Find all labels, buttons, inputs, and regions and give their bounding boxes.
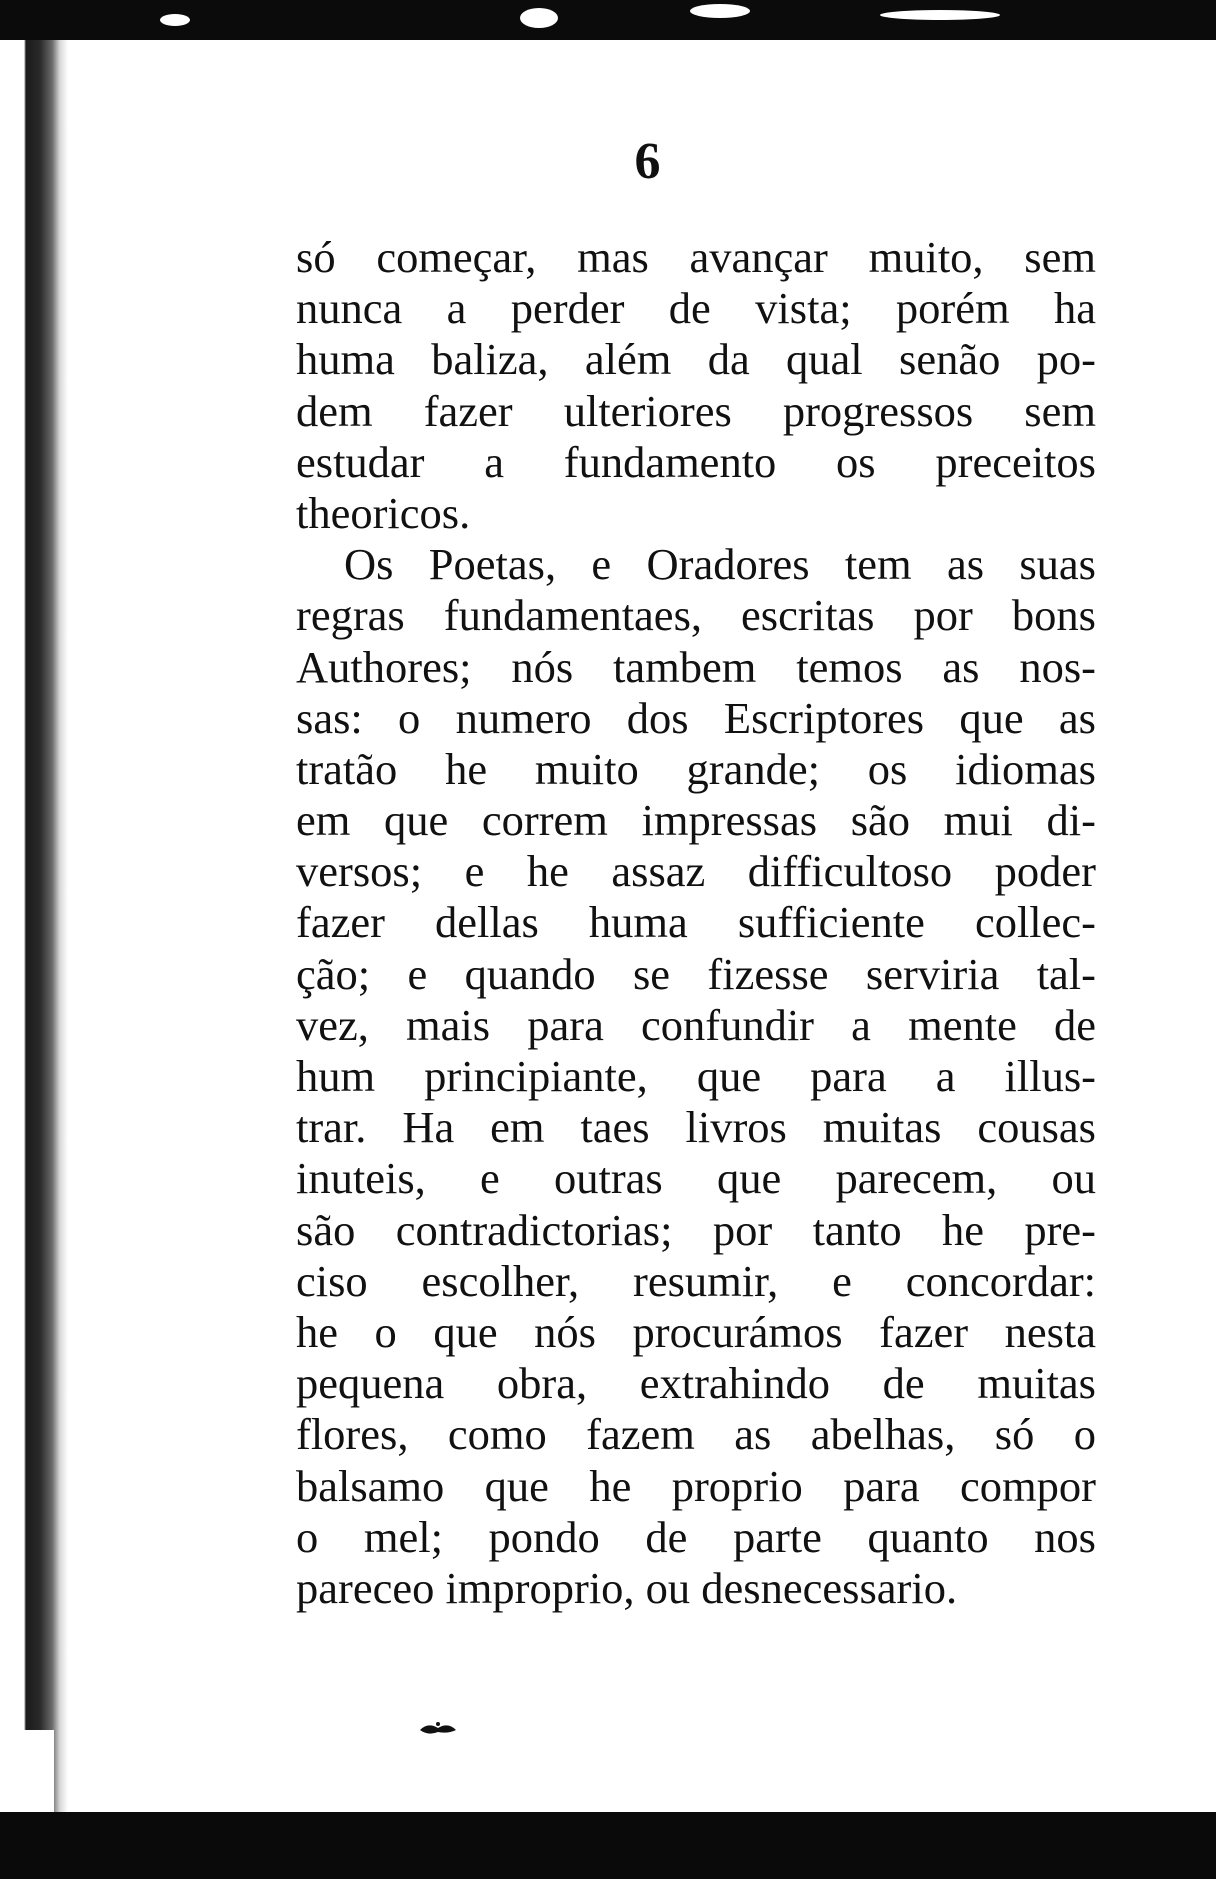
text-line: regras fundamentaes, escritas por bons <box>296 590 1096 641</box>
text-line: inuteis, e outras que parecem, ou <box>296 1153 1096 1204</box>
printer-ornament-icon <box>418 1720 458 1740</box>
text-line: pareceo improprio, ou desnecessario. <box>296 1562 958 1613</box>
text-line: em que correm impressas são mui di- <box>296 795 1096 846</box>
text-line: estudar a fundamento os preceitos <box>296 436 1096 487</box>
body-text <box>296 232 1096 1614</box>
text-line: tratão he muito grande; os idiomas <box>296 743 1096 794</box>
scan-edge-top <box>0 0 1216 40</box>
text-line: Os Poetas, e Oradores tem as suas <box>344 539 1096 590</box>
binding-gutter <box>0 40 70 1812</box>
text-line: hum principiante, que para a illus- <box>296 1051 1096 1101</box>
page-number: 6 <box>634 133 662 190</box>
text-line: he o que nós procurámos fazer nesta <box>296 1306 1096 1357</box>
text-line: nunca a perder de vista; porém ha <box>296 283 1096 334</box>
text-line: flores, como fazem as abelhas, só o <box>296 1409 1096 1460</box>
text-line: trar. Ha em taes livros muitas cousas <box>296 1102 1096 1153</box>
text-line: huma baliza, além da qual senão po- <box>296 334 1096 385</box>
text-line: pequena obra, extrahindo de muitas <box>296 1358 1096 1409</box>
text-line: versos; e he assaz difficultoso poder <box>296 846 1096 897</box>
text-line: vez, mais para confundir a mente de <box>296 999 1096 1050</box>
text-line: ciso escolher, resumir, e concordar: <box>296 1255 1096 1306</box>
text-line: fazer dellas huma sufficiente collec- <box>296 897 1096 948</box>
text-line: sas: o numero dos Escriptores que as <box>296 692 1096 743</box>
text-line: o mel; pondo de parte quanto nos <box>296 1511 1096 1562</box>
text-line: balsamo que he proprio para compor <box>296 1460 1096 1511</box>
text-line: só começar, mas avançar muito, sem <box>296 232 1096 282</box>
text-line: ção; e quando se fizesse serviria tal- <box>296 948 1096 999</box>
scan-edge-bottom <box>0 1812 1216 1879</box>
scan-speck <box>880 10 1000 20</box>
scan-speck <box>160 14 190 26</box>
text-line: são contradictorias; por tanto he pre- <box>296 1204 1096 1255</box>
scan-speck <box>690 4 750 18</box>
text-line: dem fazer ulteriores progressos sem <box>296 385 1096 436</box>
text-line: Authores; nós tambem temos as nos- <box>296 641 1096 692</box>
scan-speck <box>520 8 558 28</box>
text-line: theoricos. <box>296 487 471 538</box>
